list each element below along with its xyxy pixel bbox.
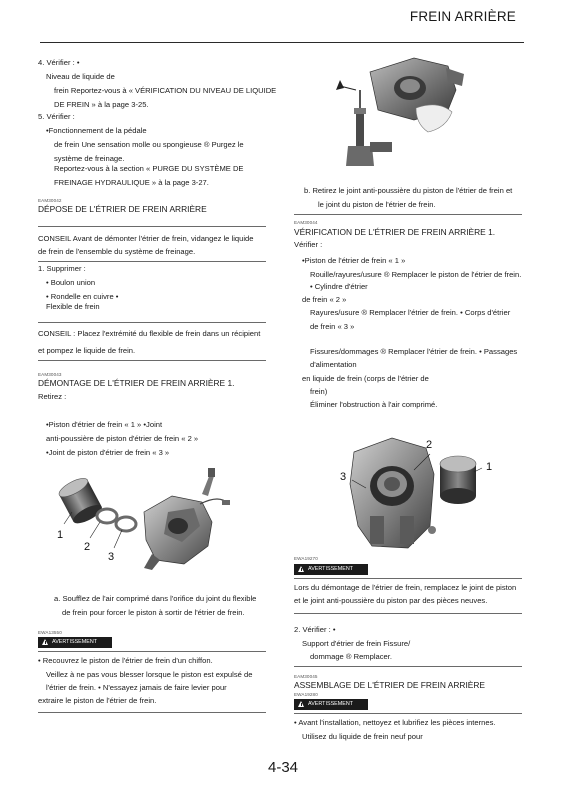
callout-2: 2 [84,541,91,553]
conseil-note [38,329,260,339]
conseil-note [38,234,253,244]
text-line: système de freinage. [54,154,125,163]
bullet-item: • Boulon union [46,278,96,287]
text-line: •Fonctionnement de la pédale [46,126,147,135]
bullet-item: Flexible de frein [46,302,100,311]
divider [294,666,522,667]
caliper-body-drawing [350,438,436,548]
text-line: de frein de l'ensemble du système de freinage. [38,247,196,256]
divider [294,713,522,714]
warning-icon [42,639,48,645]
warning-badge [294,564,368,575]
bullet-item: anti-poussière de piston d'étrier de frein « 2 » [46,434,199,443]
text-line: Rayures/usure ® Remplacer l'étrier de frein. • Corps d'étrier [310,308,511,317]
warning-text: extraire le piston de l'étrier de frein. [38,696,157,705]
text-line: frein Reportez-vous à « VÉRIFICATION DU NIVEAU DE LIQUIDE [54,86,277,95]
divider [38,712,266,713]
warning-label: AVERTISSEMENT [308,701,354,707]
text-line: Niveau de liquide de [46,72,115,81]
text-line: en liquide de frein (corps de l'étrier de [302,374,429,383]
warning-code: EWA19270 [294,556,318,561]
text-line: Reportez-vous à la section « PURGE DU SYSTÈME DE [54,164,244,173]
text-line: Fissures/dommages ® Remplacer l'étrier de frein. • Passages [310,347,518,356]
page-number: 4-34 [268,759,299,776]
warning-text: l'étrier de frein. • N'essayez jamais de faire levier pour [46,683,227,692]
conseil-text: : Placez l'extrémité du flexible de frein dans un récipient [71,329,261,338]
bullet-item: •Piston de l'étrier de frein « 1 » [302,256,406,265]
text-line: et pompez le liquide de frein. [38,346,136,355]
caliper-parts-figure [52,464,252,576]
bullet-item: • Cylindre d'étrier [310,282,368,291]
divider [294,613,522,614]
bullet-item: • Rondelle en cuivre • [46,292,119,301]
callout-3: 3 [108,551,115,563]
cloth-drawing [416,105,452,132]
section-code: EAM30044 [294,220,318,225]
air-blow-figure [330,50,470,174]
text-line: a. Soufflez de l'air comprimé dans l'orifice du joint du flexible [54,594,257,603]
warning-badge [38,637,112,648]
text-line: de frein pour forcer le piston à sortir de l'étrier de frein. [62,608,245,617]
warning-badge [294,699,368,710]
text-line: DE FREIN » à la page 3-25. [54,100,149,109]
step-1: 1. Supprimer : [38,264,86,273]
warning-text: Lors du démontage de l'étrier de frein, remplacez le joint de piston [294,583,517,592]
warning-code: EWA13550 [38,630,62,635]
section-code: EAM30043 [38,372,62,377]
conseil-label: CONSEIL [38,329,72,338]
section-heading: DÉMONTAGE DE L'ÉTRIER DE FREIN ARRIÈRE 1. [38,378,235,388]
text-line: FREINAGE HYDRAULIQUE » à la page 3-27. [54,178,209,187]
text-line: dommage ® Remplacer. [310,652,392,661]
text-line: Éliminer l'obstruction à l'air comprimé. [310,400,438,409]
callout-3: 3 [340,471,347,483]
step-5: 5. Vérifier : [38,112,75,121]
warning-code: EWA19280 [294,692,318,697]
header-rule [40,42,524,43]
piston-seal-drawing [116,517,136,531]
caliper-body-drawing [144,468,230,570]
step-4: 4. Vérifier : • [38,58,80,67]
divider [38,322,266,323]
text-line: de frein Une sensation molle ou spongieuse ® Purgez le [54,140,244,149]
text-line: de frein « 2 » [302,295,347,304]
divider [38,651,266,652]
section-heading: DÉPOSE DE L'ÉTRIER DE FREIN ARRIÈRE [38,204,207,214]
callout-2: 2 [426,439,433,451]
callout-1: 1 [57,529,64,541]
warning-text: Veillez à ne pas vous blesser lorsque le piston est expulsé de [46,670,253,679]
divider [294,578,522,579]
text-line: de frein « 3 » [310,322,355,331]
conseil-text: Avant de démonter l'étrier de frein, vidangez le liquide [71,234,254,243]
divider [38,261,266,262]
warning-text: • Recouvrez le piston de l'étrier de frein d'un chiffon. [38,656,213,665]
dust-seal-drawing [97,509,117,523]
text-line: le joint du piston de l'étrier de frein. [318,200,436,209]
warning-label: AVERTISSEMENT [308,566,354,572]
bullet-item: •Joint de piston d'étrier de frein « 3 » [46,448,170,457]
piston-drawing [440,456,476,504]
section-code: EAM30042 [38,198,62,203]
bullet-item: •Piston d'étrier de frein « 1 » •Joint [46,420,163,429]
warning-text: et le joint anti-poussière du piston par des pièces neuves. [294,596,488,605]
section-heading: ASSEMBLAGE DE L'ÉTRIER DE FREIN ARRIÈRE [294,680,486,690]
divider [38,226,266,227]
warning-icon [298,701,304,707]
text-line: Vérifier : [294,240,323,249]
section-code: EAM30045 [294,674,318,679]
warning-text: • Avant l'installation, nettoyez et lubrifiez les pièces internes. [294,718,496,727]
warning-label: AVERTISSEMENT [52,639,98,645]
divider [294,214,522,215]
callout-1: 1 [486,461,493,473]
page-title: FREIN ARRIÈRE [409,9,516,24]
warning-text: Utilisez du liquide de frein neuf pour [302,732,423,741]
divider [38,360,266,361]
text-line: Support d'étrier de frein Fissure/ [302,639,411,648]
caliper-inspection-figure [330,434,510,554]
text-line: b. Retirez le joint anti-poussière du piston de l'étrier de frein et [304,186,513,195]
text-line: Rouille/rayures/usure ® Remplacer le piston de l'étrier de frein. [310,270,522,279]
text-line: d'alimentation [310,360,357,369]
step-2: 2. Vérifier : • [294,625,336,634]
text-line: Retirez : [38,392,67,401]
section-heading: VÉRIFICATION DE L'ÉTRIER DE FREIN ARRIÈRE 1. [294,227,496,237]
text-line: frein) [310,387,328,396]
conseil-label: CONSEIL [38,234,72,243]
warning-icon [298,566,304,572]
